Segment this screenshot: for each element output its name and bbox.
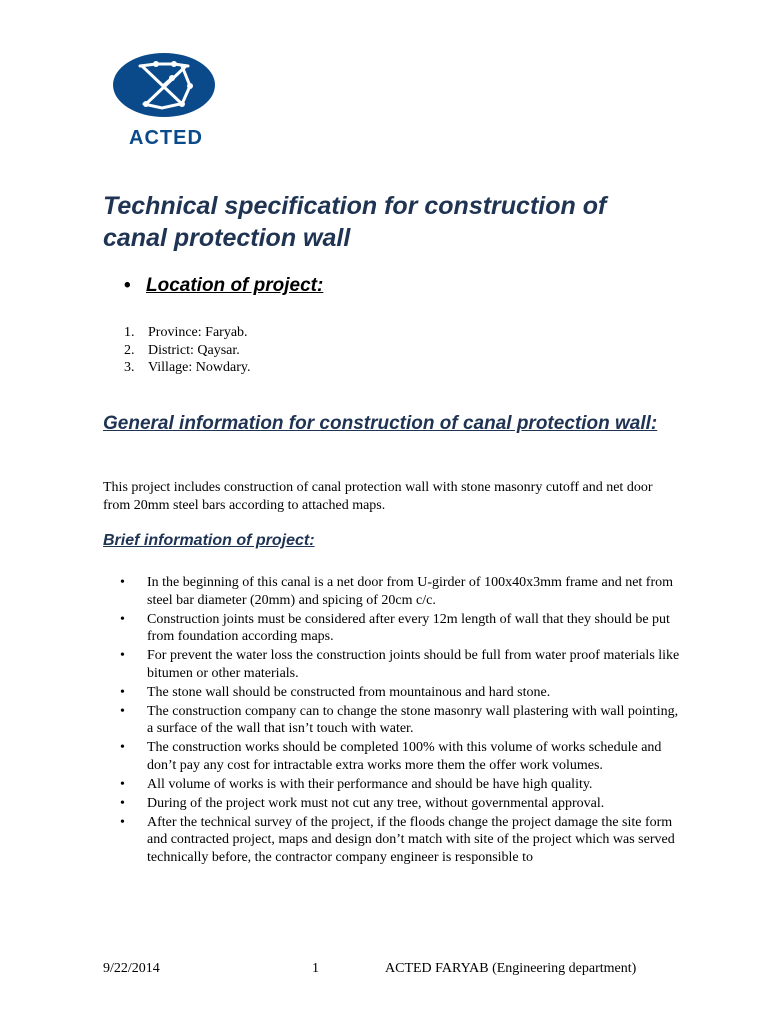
bullet-icon: • [120, 575, 125, 590]
bullet-icon: • [120, 611, 125, 627]
list-item: • The stone wall should be constructed from mountainous and hard stone. [120, 684, 551, 700]
bullet-icon: • [120, 776, 125, 792]
list-item: 3. Village: Nowdary. [124, 360, 251, 375]
location-list [124, 324, 250, 377]
bullet-icon: • [120, 740, 125, 755]
list-item: • The construction company can to change the stone masonry wall plastering with wall pointing, a surface of the wall that isn’t touch with water. [120, 703, 679, 736]
bullet-icon: • [120, 648, 125, 663]
document-title: Technical specification for construction of canal protection wall [103, 192, 607, 252]
list-item: • For prevent the water loss the construction joints should be full from water proof materials like bitumen or other materials. [120, 648, 680, 681]
footer-date: 9/22/2014 [103, 961, 160, 976]
list-item: • During of the project work must not cut any tree, without governmental approval. [120, 795, 605, 811]
bullet-icon: • [120, 703, 125, 719]
acted-globe-icon [112, 52, 216, 118]
list-item: 1. Province: Faryab. [124, 325, 248, 340]
logo-text: ACTED [129, 127, 203, 149]
brief-info-heading: Brief information of project: [103, 532, 315, 549]
list-item: • In the beginning of this canal is a net door from U-girder of 100x40x3mm frame and net from steel bar diameter (20mm) and spicing of 20cm c/c. [120, 575, 674, 608]
footer-organization: ACTED FARYAB (Engineering department) [385, 961, 637, 976]
list-item: • After the technical survey of the project, if the floods change the project damage the site form and contracted project, maps and design don’t match with site of the project which was served technically before, the contractor company engineer is responsible to [120, 814, 675, 865]
footer-page-number: 1 [312, 961, 319, 976]
general-info-heading: General information for construction of canal protection wall: [103, 413, 658, 434]
bullet-icon: • [124, 275, 131, 296]
bullet-icon: • [120, 684, 125, 700]
bullet-icon: • [120, 795, 125, 811]
list-item: • All volume of works is with their performance and should be have high quality. [120, 776, 593, 792]
list-item: 2. District: Qaysar. [124, 342, 240, 358]
list-item: • The construction works should be completed 100% with this volume of works schedule and don’t pay any cost for intractable extra works more them the offer work volumes. [120, 740, 662, 773]
brief-info-list [120, 574, 680, 868]
general-info-paragraph: This project includes construction of canal protection wall with stone masonry cutoff and net door from 20mm steel bars according to attached maps. [103, 480, 653, 513]
location-heading: • Location of project: [124, 275, 324, 296]
bullet-icon: • [120, 814, 125, 830]
list-item: • Construction joints must be considered after every 12m length of wall that they should be put from foundation according maps. [120, 611, 670, 644]
acted-logo [112, 52, 216, 152]
